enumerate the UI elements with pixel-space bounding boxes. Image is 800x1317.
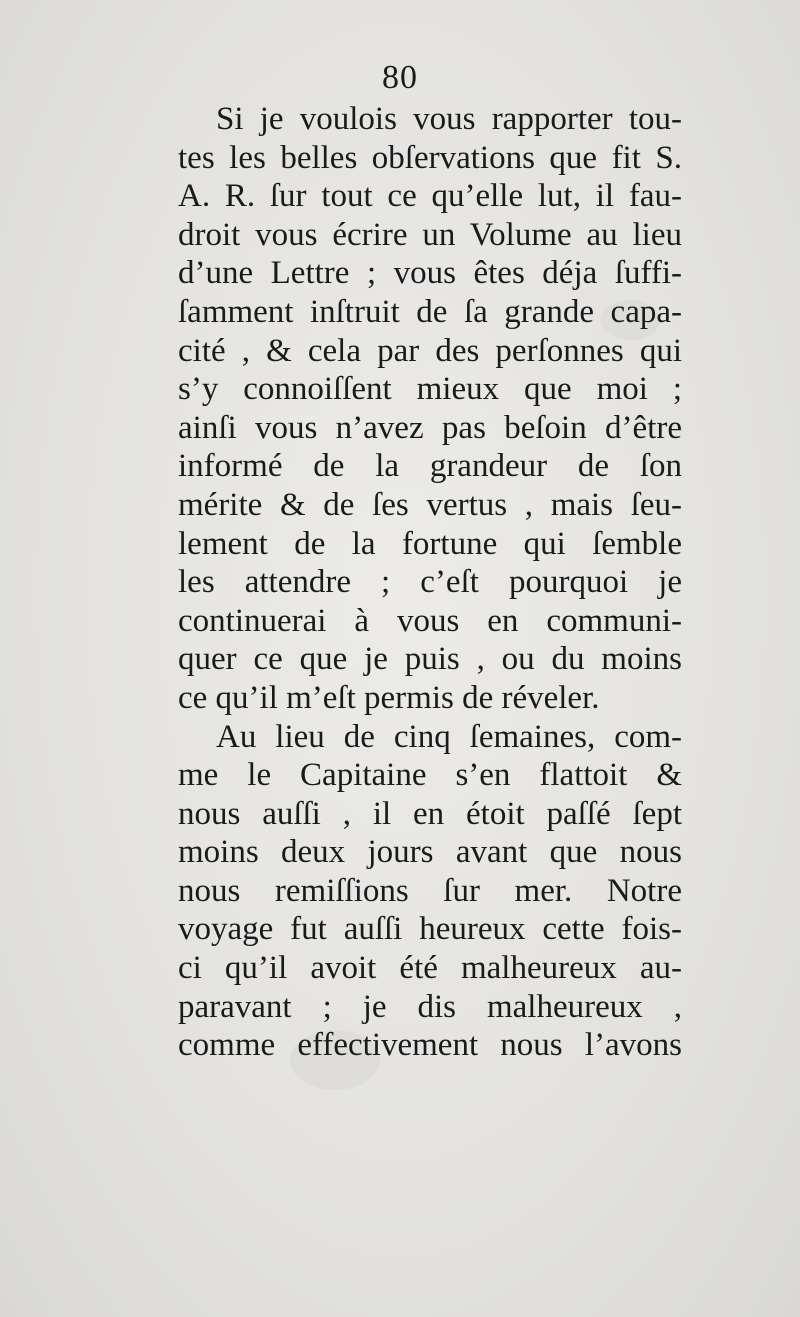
text-line: comme effectivement nous l’avons: [178, 1027, 682, 1064]
body-text: [178, 100, 682, 1065]
text-line: mérite & de ſes vertus , mais ſeu-: [178, 486, 682, 523]
text-line: me le Capitaine s’en flattoit &: [178, 757, 682, 794]
text-line: s’y connoiſſent mieux que moi ;: [178, 371, 682, 408]
text-line: quer ce que je puis , ou du moins: [178, 641, 682, 678]
text-line: d’une Lettre ; vous êtes déja ſuffi-: [178, 255, 682, 292]
text-line: informé de la grandeur de ſon: [178, 448, 682, 485]
text-line: cité , & cela par des perſonnes qui: [178, 332, 682, 369]
text-line: ainſi vous n’avez pas beſoin d’être: [178, 409, 682, 446]
text-line: ce qu’il m’eſt permis de réveler.: [178, 679, 600, 716]
text-line: paravant ; je dis malheureux ,: [178, 988, 682, 1025]
text-line: Si je voulois vous rapporter tou-: [216, 101, 682, 137]
text-line: continuerai à vous en communi-: [178, 602, 682, 639]
text-line: voyage fut auſſi heureux cette fois-: [178, 911, 682, 948]
text-line: moins deux jours avant que nous: [178, 834, 682, 871]
text-line: ci qu’il avoit été malheureux au-: [178, 950, 682, 987]
text-line: nous remiſſions ſur mer. Notre: [178, 872, 682, 909]
text-line: les attendre ; c’eſt pourquoi je: [178, 564, 682, 601]
page-number: 80: [382, 59, 418, 96]
text-line: Au lieu de cinq ſemaines, com-: [216, 718, 682, 755]
text-line: tes les belles obſervations que fit S.: [178, 139, 682, 176]
text-line: A. R. ſur tout ce qu’elle lut, il fau-: [178, 178, 682, 215]
text-line: lement de la fortune qui ſemble: [178, 525, 682, 562]
text-line: ſamment inſtruit de ſa grande capa-: [178, 293, 682, 330]
text-line: nous auſſi , il en étoit paſſé ſept: [178, 795, 682, 832]
text-line: droit vous écrire un Volume au lieu: [178, 216, 682, 253]
